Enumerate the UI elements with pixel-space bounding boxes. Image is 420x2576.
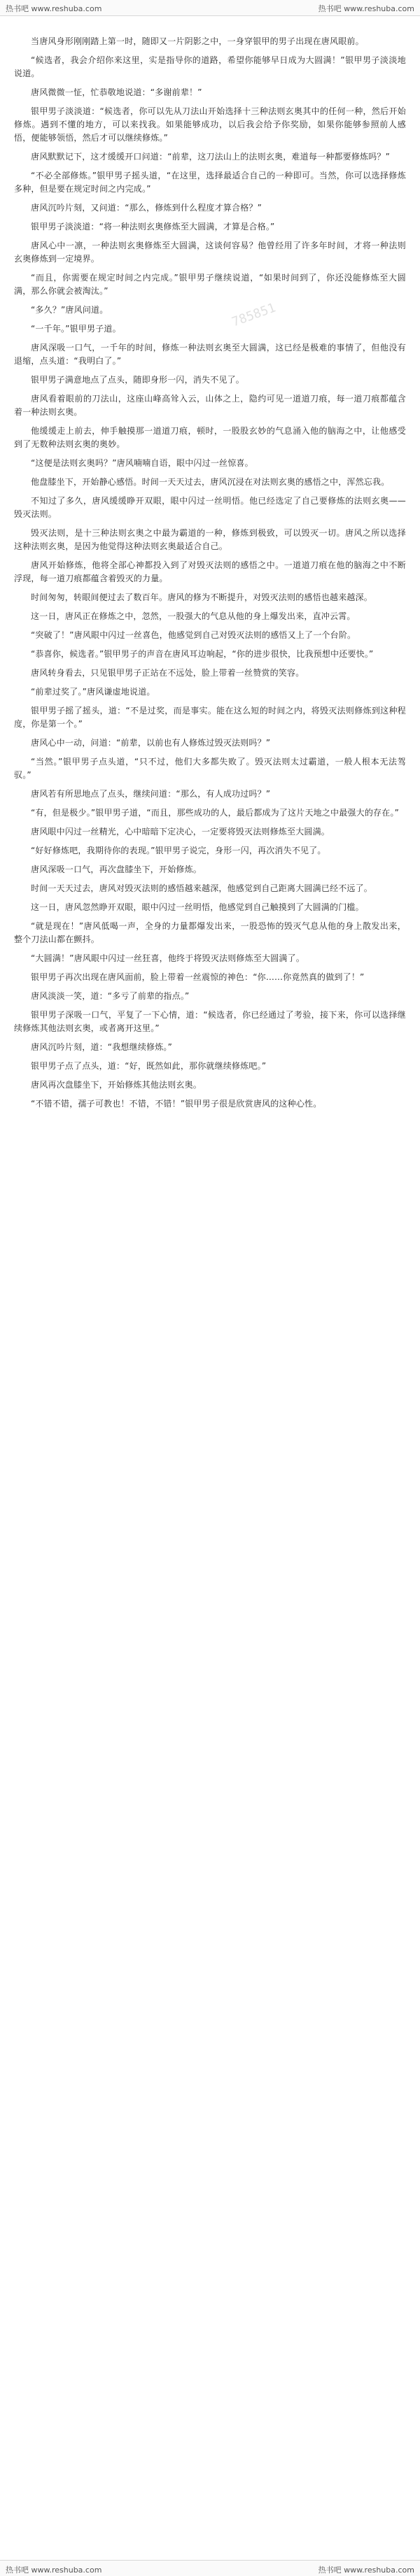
paragraph: 银甲男子淡淡道：“将一种法则玄奥修炼至大圆满，才算是合格。”: [31, 222, 275, 232]
paragraph: 银甲男子深吸一口气，平复了一下心情，道：“候选者，你已经通过了考验，接下来，你可以选择继续修炼其他法则玄奥，或者离开这里。”: [14, 1010, 406, 1033]
paragraph: 唐风深吸一口气，再次盘膝坐下，开始修炼。: [31, 864, 202, 874]
paragraph: 不知过了多久，唐风缓缓睁开双眼，眼中闪过一丝明悟。他已经选定了自己要修炼的法则玄奥——毁灭法则。: [14, 496, 406, 519]
paragraph: 银甲男子淡淡道：“候选者，你可以先从刀法山开始选择十三种法则玄奥其中的任何一种，然后开始修炼。遇到不懂的地方，可以来找我。如果能够成功，以后我会给予你奖励，如果你能够参照前人感悟，便能够领悟，然后才可以继续修炼。”: [14, 106, 406, 143]
paragraph: 银甲男子满意地点了点头，随即身形一闪，消失不见了。: [31, 375, 245, 385]
paragraph: “而且，你需要在规定时间之内完成。”银甲男子继续说道，“如果时间到了，你还没能修炼至大圆满，那么你就会被淘汰。”: [14, 273, 406, 296]
paragraph: “大圆满！”唐风眼中闪过一丝狂喜，他终于将毁灭法则修炼至大圆满了。: [31, 953, 305, 963]
paragraph: “前辈过奖了。”唐风谦虚地说道。: [31, 687, 155, 697]
paragraph: 唐风再次盘膝坐下，开始修炼其他法则玄奥。: [31, 1080, 202, 1090]
paragraph: 这一日，唐风忽然睁开双眼，眼中闪过一丝明悟，他感觉到自己触摸到了大圆满的门槛。: [31, 902, 364, 912]
paragraph: 他缓缓走上前去，伸手触摸那一道道刀痕，顿时，一股股玄妙的气息涌入他的脑海之中，让他感受到了无数种法则玄奥的奥妙。: [14, 426, 406, 449]
paragraph: 他盘膝坐下，开始静心感悟。时间一天天过去，唐风沉浸在对法则玄奥的感悟之中，浑然忘我。: [31, 477, 390, 487]
watermark: 785851: [230, 300, 278, 330]
paragraph: “这便是法则玄奥吗？”唐风喃喃自语，眼中闪过一丝惊喜。: [31, 458, 253, 468]
paragraph: 唐风看着眼前的刀法山，这座山峰高耸入云，山体之上，隐约可见一道道刀痕，每一道刀痕都蕴含着一种法则玄奥。: [14, 394, 406, 417]
paragraph: “有，但是极少。”银甲男子道，“而且，那些成功的人，最后都成为了这片天地之中最强大的存在。”: [31, 808, 400, 818]
paragraph: 唐风眼中闪过一丝精光，心中暗暗下定决心，一定要将毁灭法则修炼至大圆满。: [31, 827, 330, 837]
paragraph: 唐风默默记下，这才缓缓开口问道：“前辈，这刀法山上的法则玄奥，难道每一种都要修炼吗？”: [31, 152, 391, 162]
paragraph: 当唐风身形刚刚踏上第一时，随即又一片阴影之中，一身穿银甲的男子出现在唐风眼前。: [31, 36, 364, 46]
paragraph: “当然。”银甲男子点头道，“只不过，他们大多都失败了。毁灭法则太过霸道，一般人根本无法驾驭。”: [14, 757, 406, 780]
paragraph: “候选者，我会介绍你来这里，实是指导你的道路，希望你能够早日成为大圆满！”银甲男子淡淡地说道。: [14, 55, 406, 78]
page-footer: [0, 2560, 420, 2576]
paragraph: “好好修炼吧，我期待你的表现。”银甲男子说完，身形一闪，再次消失不见了。: [31, 846, 326, 855]
paragraph: “多久？”唐风问道。: [31, 305, 108, 315]
paragraph: 唐风沉吟片刻，道：“我想继续修炼。”: [31, 1042, 173, 1052]
footer-site-name-right: 热书吧 www.reshuba.com: [318, 2566, 414, 2575]
paragraph: 银甲男子点了点头，道：“好，既然如此，那你就继续修炼吧。”: [31, 1061, 267, 1071]
paragraph: “恭喜你，候选者。”银甲男子的声音在唐风耳边响起，“你的进步很快，比我预想中还要快。”: [31, 649, 374, 659]
paragraph: “不必全部修炼。”银甲男子摇头道，“在这里，选择最适合自己的一种即可。当然，你可以选择修炼多种，但是要在规定时间之内完成。”: [14, 171, 406, 194]
paragraph: “不错不错，孺子可教也！不错，不错！”银甲男子很是欣赏唐风的这种心性。: [31, 1099, 322, 1109]
paragraph: 唐风沉吟片刻，又问道：“那么，修炼到什么程度才算合格？”: [31, 203, 262, 213]
paragraph: 唐风深吸一口气，一千年的时间，修炼一种法则玄奥至大圆满，这已经是极难的事情了，但他没有退缩，点头道：“我明白了。”: [14, 343, 406, 366]
paragraph: 这一日，唐风正在修炼之中，忽然，一股强大的气息从他的身上爆发出来，直冲云霄。: [31, 611, 356, 621]
article-body: [14, 35, 406, 1116]
footer-site-name-left: 热书吧 www.reshuba.com: [6, 2566, 102, 2575]
paragraph: 唐风微微一怔，忙恭敬地说道：“多谢前辈！”: [31, 87, 202, 97]
paragraph: 时间一天天过去，唐风对毁灭法则的感悟越来越深，他感觉到自己距离大圆满已经不远了。: [31, 883, 373, 893]
paragraph: 毁灭法则，是十三种法则玄奥之中最为霸道的一种，修炼到极致，可以毁灭一切。唐风之所以选择这种法则玄奥，是因为他觉得这种法则玄奥最适合自己。: [14, 528, 406, 551]
paragraph: 唐风心中一凛，一种法则玄奥修炼至大圆满，这谈何容易？他曾经用了许多年时间，才将一种法则玄奥修炼到一定境界。: [14, 241, 406, 264]
paragraph: 银甲男子摇了摇头，道：“不是过奖，而是事实。能在这么短的时间之内，将毁灭法则修炼到这种程度，你是第一个。”: [14, 706, 406, 729]
paragraph: 唐风若有所思地点了点头，继续问道：“那么，有人成功过吗？”: [31, 789, 271, 799]
header-site-name-right: 热书吧 www.reshuba.com: [318, 4, 414, 13]
paragraph: 唐风心中一动，问道：“前辈，以前也有人修炼过毁灭法则吗？”: [31, 738, 271, 748]
page-header: [0, 0, 420, 16]
paragraph: 银甲男子再次出现在唐风面前，脸上带着一丝震惊的神色：“你……你竟然真的做到了！”: [31, 972, 365, 982]
paragraph: 唐风淡淡一笑，道：“多亏了前辈的指点。”: [31, 991, 190, 1001]
paragraph: “突破了！”唐风眼中闪过一丝喜色，他感觉到自己对毁灭法则的感悟又上了一个台阶。: [31, 630, 356, 640]
paragraph: 唐风开始修炼，他将全部心神都投入到了对毁灭法则的感悟之中。一道道刀痕在他的脑海之中不断浮现，每一道刀痕都蕴含着毁灭的力量。: [14, 560, 406, 583]
paragraph: 唐风转身看去，只见银甲男子正站在不远处，脸上带着一丝赞赏的笑容。: [31, 668, 304, 678]
header-site-name-left: 热书吧 www.reshuba.com: [6, 4, 102, 13]
paragraph: 时间匆匆，转眼间便过去了数百年。唐风的修为不断提升，对毁灭法则的感悟也越来越深。: [31, 592, 373, 602]
paragraph: “一千年。”银甲男子道。: [31, 324, 121, 334]
paragraph: “就是现在！”唐风低喝一声，全身的力量都爆发出来，一股恐怖的毁灭气息从他的身上散发出来，整个刀法山都在颤抖。: [14, 921, 406, 944]
